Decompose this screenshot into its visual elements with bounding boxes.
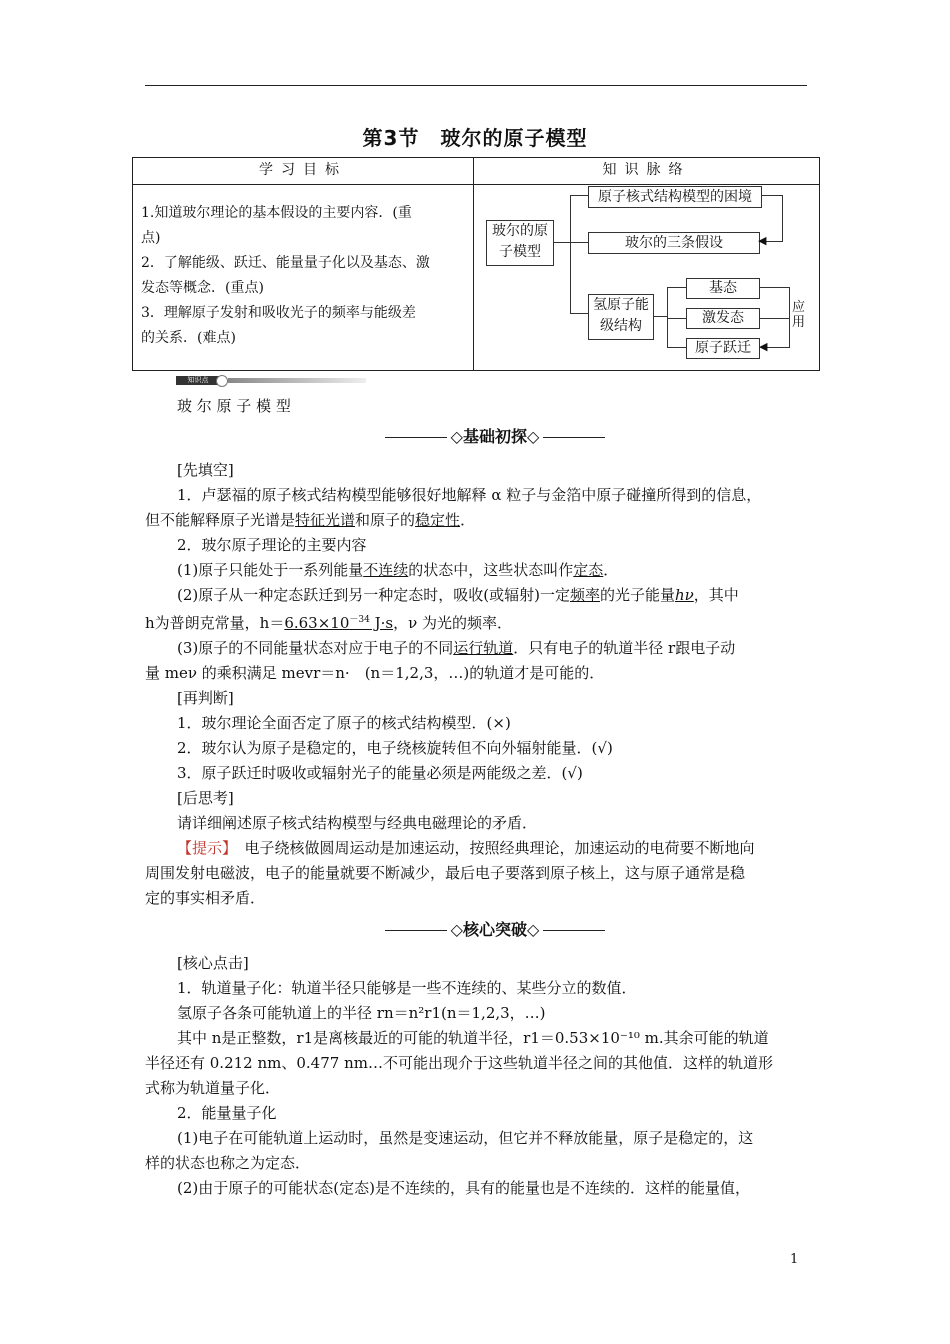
paragraph-line: 样的状态也称之为定态． [145,1154,311,1172]
connector [653,316,667,317]
tag-circle-icon [216,375,228,387]
connector [667,347,686,348]
answer-underline: 定态 [573,561,604,579]
connector [667,287,668,347]
goal-line: 2．了解能级、跃迁、能量量子化以及基态、激 [141,255,430,271]
connector [766,347,790,348]
paragraph-line: 周围发射电磁波，电子的能量就要不断减少，最后电子要落到原子核上，这与原子通常是稳 [145,864,746,882]
goal-line: 3．理解原子发射和吸收光子的频率与能级差 [141,305,416,321]
paragraph-line: 但不能解释原子光谱是特征光谱和原子的稳定性． [145,511,476,529]
paragraph-line: 氢原子各条可能轨道上的半径 rn＝n²r1(n＝1,2,3，…) [177,1004,546,1022]
section-heading: 玻 尔 原 子 模 型 [177,397,291,415]
answer-underline: $6.63\times 10^{-34}$ J·s [284,614,394,632]
paragraph-line: (2)原子从一种定态跃迁到另一种定态时，吸收(或辐射)一定频率的光子能量hν，其中 [177,586,739,604]
answer-underline: hν [675,586,694,604]
diagram-side-label [792,300,805,330]
judge-item: 1．玻尔理论全面否定了原子的核式结构模型．(×) [177,714,511,732]
paragraph-line: (1)电子在可能轨道上运动时，虽然是变速运动，但它并不释放能量，原子是稳定的，这 [177,1129,754,1147]
answer-underline: 不连续 [363,561,409,579]
diagram-root-line: 子模型 [499,244,541,260]
paragraph-line: h为普朗克常量，$h=6.63\times 10^{-34}$ J·s，ν 为光的频率． [145,614,512,632]
question-line: 请详细阐述原子核式结构模型与经典电磁理论的矛盾． [177,814,538,832]
diagram-node-postulates: 玻尔的三条假设 [588,232,760,254]
knowledge-header: 知识脉络 [474,158,820,185]
label-rejudge: [再判断] [177,689,234,707]
section-bar-label: 基础初探 [462,427,527,446]
connector [761,195,783,196]
arrow-left-icon: ◀ [759,340,768,353]
tag-bar [228,378,366,383]
paragraph-line: 半径还有 0.212 nm、0.477 nm…不可能出现介于这些轨道半径之间的其他值．这样的轨道形 [145,1054,773,1072]
connector [570,313,588,314]
answer-underline: 频率 [569,586,600,604]
section-bar-label: 核心突破 [462,920,527,939]
section-bar-core: ◇核心突破◇ [365,917,625,940]
answer-underline: 稳定性 [415,511,461,529]
paragraph-line: (1)原子只能处于一系列能量不连续的状态中，这些状态叫作定态． [177,561,619,579]
paragraph-line: (3)原子的不同能量状态对应于电子的不同运行轨道．只有电子的轨道半径 r跟电子动 [177,639,736,657]
answer-underline: 特征光谱 [295,511,356,529]
paragraph-line: 其中 n是正整数，r1是离核最近的可能的轨道半径，r1＝0.53×10⁻¹⁰ m.其余可能的轨道 [177,1029,769,1047]
knowledge-point-tag [176,374,366,386]
knowledge-map-cell [474,185,820,371]
connector [570,195,588,196]
judge-item: 2．玻尔认为原子是稳定的，电子绕核旋转但不向外辐射能量．(√) [177,739,613,757]
paragraph-line: 【提示】 电子绕核做圆周运动是加速运动，按照经典理论，加速运动的电荷要不断地向 [177,839,755,857]
paragraph-line: (2)由于原子的可能状态(定态)是不连续的，具有的能量也是不连续的．这样的能量值， [177,1179,750,1197]
paragraph-line: 1．轨道量子化：轨道半径只能够是一些不连续的、某些分立的数值． [177,979,637,997]
connector [667,318,686,319]
connector [553,242,571,243]
connector [764,241,783,242]
diagram-root [486,220,554,266]
connector [782,195,783,242]
goal-line: 点) [141,230,161,246]
diagram-root-line: 玻尔的原 [492,223,548,239]
side-label-char: 用 [792,315,806,330]
diagram-node-excited: 激发态 [686,308,760,329]
judge-item: 3．原子跃迁时吸收或辐射光子的能量必须是两能级之差．(√) [177,764,583,782]
tag-label: 知识点 [176,376,220,385]
label-fill-blank: [先填空] [177,461,234,479]
label-core: [核心点击] [177,954,249,972]
paragraph-line: 2．能量量子化 [177,1104,277,1122]
section-bar-basic: ◇基础初探◇ [365,424,625,447]
answer-underline: 运行轨道 [453,639,514,657]
goal-line: 1.知道玻尔理论的基本假设的主要内容．(重 [141,205,412,221]
diagram-node-line: 氢原子能 [593,297,649,313]
connector [570,242,588,243]
diagram-node-transition: 原子跃迁 [686,338,760,359]
side-label-char: 应 [792,300,806,315]
page-title: 第3节 玻尔的原子模型 [362,126,588,150]
body-text-core [145,951,810,1201]
connector [570,195,571,313]
goals-header: 学习目标 [133,158,474,185]
goal-line: 发态等概念．(重点) [141,280,264,296]
label-rethink: [后思考] [177,789,234,807]
connector [759,318,790,319]
connector [759,287,790,288]
diagram-node-ground: 基态 [686,278,760,299]
diagram-node-dilemma: 原子核式结构模型的困境 [588,186,762,208]
paragraph-line: 2．玻尔原子理论的主要内容 [177,536,367,554]
page-number: 1 [790,1252,799,1267]
header-rule [145,85,807,86]
paragraph-line: 1．卢瑟福的原子核式结构模型能够很好地解释 α 粒子与金箔中原子碰撞所得到的信息， [177,486,762,504]
diagram-node-hydrogen [588,294,654,340]
body-text [145,458,810,911]
connector [667,287,686,288]
paragraph-line: 量 meν 的乘积满足 mevr＝n· (n＝1,2,3，…)的轨道才是可能的． [145,664,605,682]
diagram-node-line: 级结构 [600,318,642,334]
hint-tag: 【提示】 [177,839,230,857]
goals-cell [133,185,474,371]
goal-line: 的关系．(难点) [141,330,236,346]
paragraph-line: 定的事实相矛盾． [145,889,266,907]
arrow-left-icon: ◀ [758,234,767,247]
connector [789,287,790,348]
paragraph-line: 式称为轨道量子化． [145,1079,281,1097]
